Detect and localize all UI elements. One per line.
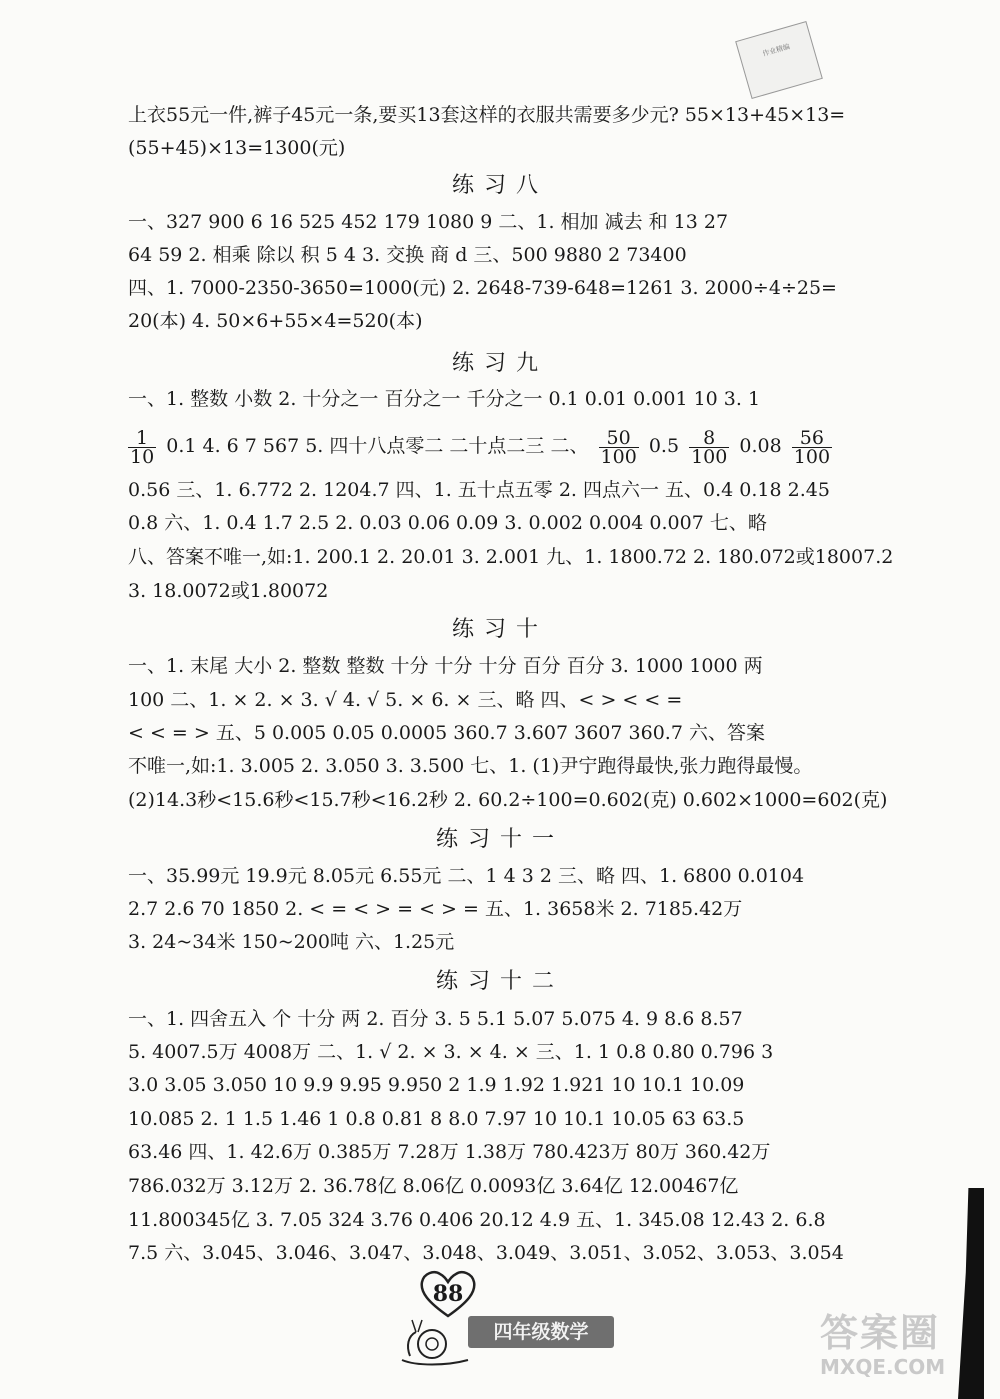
section-12-line-5: 63.46 四、1. 42.6万 0.385万 7.28万 1.38万 780.423万 80万 360.42万 bbox=[128, 1141, 771, 1163]
section-9-line-4: 0.8 六、1. 0.4 1.7 2.5 2. 0.03 0.06 0.09 3. 0.002 0.004 0.007 七、略 bbox=[128, 512, 767, 534]
section-8-line-4: 20(本) 4. 50×6+55×4=520(本) bbox=[128, 310, 423, 332]
section-title-9: 练习九 bbox=[451, 351, 548, 376]
section-title-8: 练习八 bbox=[451, 173, 548, 198]
snail-icon bbox=[396, 1316, 474, 1370]
section-12-line-8: 7.5 六、3.045、3.046、3.047、3.048、3.049、3.051、3.052、3.053、3.054 bbox=[128, 1242, 844, 1264]
section-8-line-2: 64 59 2. 相乘 除以 积 5 4 3. 交换 商 d 三、500 9880 2 73400 bbox=[128, 244, 687, 266]
section-title-12: 练习十二 bbox=[435, 969, 564, 994]
fraction-8-100: $\frac{8}{100}$ bbox=[691, 426, 728, 468]
section-8-line-1: 一、327 900 6 16 525 452 179 1080 9 二、1. 相加 减去 和 13 27 bbox=[128, 211, 729, 233]
section-title-11: 练习十一 bbox=[435, 827, 564, 852]
section-12-line-6: 786.032万 3.12万 2. 36.78亿 8.06亿 0.0093亿 3.64亿 12.00467亿 bbox=[128, 1175, 739, 1197]
section-10-line-4: 不唯一,如:1. 3.005 2. 3.050 3. 3.500 七、1. (1)尹宁跑得最快,张力跑得最慢。 bbox=[128, 755, 813, 777]
section-12-line-3: 3.0 3.05 3.050 10 9.9 9.95 9.950 2 1.9 1.92 1.921 10 10.1 10.09 bbox=[128, 1074, 745, 1096]
section-9-line-1: 一、1. 整数 小数 2. 十分之一 百分之一 千分之一 0.1 0.01 0.001 10 3. 1 bbox=[128, 388, 761, 410]
section-9-line-3: 0.56 三、1. 6.772 2. 1204.7 四、1. 五十点五零 2. 四点六一 五、0.4 0.18 2.45 bbox=[128, 479, 830, 501]
section-9-line-6: 3. 18.0072或1.80072 bbox=[128, 580, 329, 602]
fraction-50-100: $\frac{50}{100}$ bbox=[600, 426, 637, 468]
section-11-line-1: 一、35.99元 19.9元 8.05元 6.55元 二、1 4 3 2 三、略 四、1. 6800 0.0104 bbox=[128, 865, 805, 887]
section-12-line-4: 10.085 2. 1 1.5 1.46 1 0.8 0.81 8 8.0 7.97 10 10.1 10.05 63 63.5 bbox=[128, 1108, 745, 1130]
watermark-cn: 答案圈 bbox=[820, 1311, 941, 1355]
section-10-line-3: < < = > 五、5 0.005 0.05 0.0005 360.7 3.607 3607 360.7 六、答案 bbox=[128, 722, 765, 744]
section-10-line-1: 一、1. 末尾 大小 2. 整数 整数 十分 十分 十分 百分 百分 3. 1000 1000 两 bbox=[128, 655, 763, 677]
page-number: 88 bbox=[432, 1281, 464, 1307]
section-9-line-2-text: 0.1 4. 6 7 567 5. 四十八点零二 二十点二三 二、 bbox=[166, 435, 589, 457]
site-watermark bbox=[820, 1312, 990, 1392]
watermark-en: MXQE.COM bbox=[820, 1355, 946, 1379]
value-0-08: 0.08 bbox=[739, 435, 782, 457]
section-11-line-3: 3. 24~34米 150~200吨 六、1.25元 bbox=[128, 931, 455, 953]
intro-line-1: 上衣55元一件,裤子45元一条,要买13套这样的衣服共需要多少元? 55×13+45×13= bbox=[128, 104, 846, 126]
section-9-line-5: 八、答案不唯一,如:1. 200.1 2. 20.01 3. 2.001 九、1. 1800.72 2. 180.072或18007.2 bbox=[128, 546, 894, 568]
grade-subject-badge: 四年级数学 bbox=[468, 1316, 614, 1348]
value-0-5: 0.5 bbox=[648, 435, 680, 457]
section-10-line-5: (2)14.3秒<15.6秒<15.7秒<16.2秒 2. 60.2÷100=0.602(克) 0.602×1000=602(克) bbox=[128, 789, 888, 811]
section-8-line-3: 四、1. 7000-2350-3650=1000(元) 2. 2648-739-648=1261 3. 2000÷4÷25= bbox=[128, 277, 837, 299]
fraction-56-100: $\frac{56}{100}$ bbox=[793, 426, 831, 468]
section-12-line-7: 11.800345亿 3. 7.05 324 3.76 0.406 20.12 4.9 五、1. 345.08 12.43 2. 6.8 bbox=[128, 1209, 826, 1231]
section-11-line-2: 2.7 2.6 70 1850 2. < = < > = < > = 五、1. 3658米 2. 7185.42万 bbox=[128, 898, 743, 920]
stamp-text: 作业精编 bbox=[761, 42, 791, 59]
corner-stamp bbox=[735, 21, 823, 99]
section-title-10: 练习十 bbox=[451, 617, 548, 642]
section-12-line-1: 一、1. 四舍五入 个 十分 两 2. 百分 3. 5 5.1 5.07 5.075 4. 9 8.6 8.57 bbox=[128, 1008, 743, 1030]
section-9-fraction-line bbox=[128, 424, 938, 468]
intro-line-2: (55+45)×13=1300(元) bbox=[128, 137, 346, 159]
section-10-line-2: 100 二、1. × 2. × 3. √ 4. √ 5. × 6. × 三、略 四、< > < < = bbox=[128, 689, 683, 711]
fraction-1-10: $\frac{1}{10}$ bbox=[130, 426, 155, 468]
section-12-line-2: 5. 4007.5万 4008万 二、1. √ 2. × 3. × 4. × 三、1. 1 0.8 0.80 0.796 3 bbox=[128, 1041, 774, 1063]
